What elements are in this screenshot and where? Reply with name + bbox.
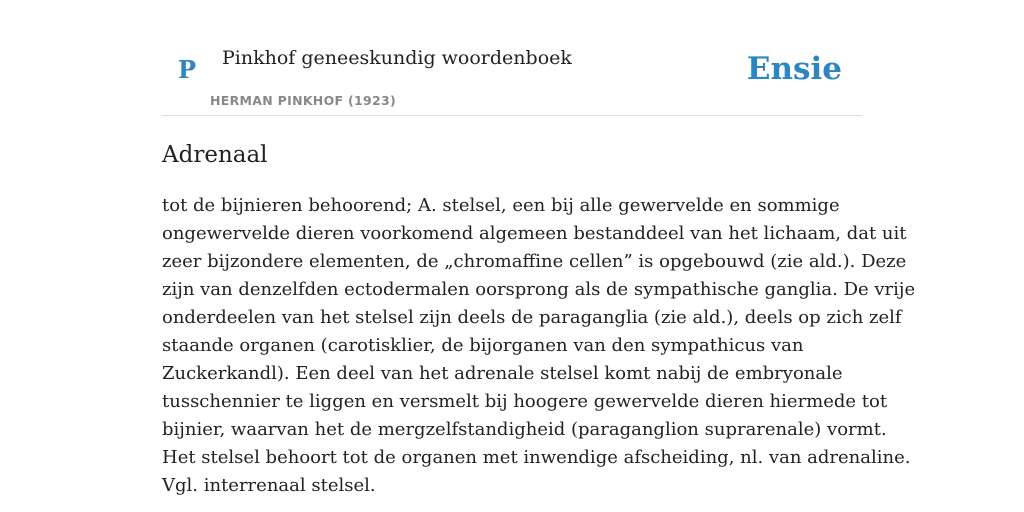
page-header [162,0,862,116]
entry-body-line: bijnier, waarvan het de mergzelfstandigheid (paraganglion suprarenale) vormt. [162,419,887,440]
entry-title: Adrenaal [162,142,268,168]
entry-body-line: tusschennier te liggen en versmelt bij hoogere gewervelde dieren hiermede tot [162,391,888,412]
book-author: HERMAN PINKHOF (1923) [210,93,397,108]
pinkhof-logo[interactable]: P [178,55,197,84]
entry-body-line: staande organen (carotisklier, de bijorganen van den sympathicus van [162,335,804,356]
book-title-link[interactable]: Pinkhof geneeskundig woordenboek [222,47,572,69]
entry-body-line: zeer bijzondere elementen, de „chromaffine cellen” is opgebouwd (zie ald.). Deze [162,251,907,272]
entry-body-line: tot de bijnieren behoorend; A. stelsel, een bij alle gewervelde en sommige [162,195,840,216]
ensie-logo-link[interactable]: Ensie [746,51,842,87]
page-container [162,0,916,512]
entry-body-line: onderdeelen van het stelsel zijn deels de paraganglia (zie ald.), deels op zich zelf [162,307,902,328]
entry-body-line: Het stelsel behoort tot de organen met inwendige afscheiding, nl. van adrenaline. [162,447,911,468]
entry-body-line: Zuckerkandl). Een deel van het adrenale stelsel komt nabij de embryonale [162,363,843,384]
entry-body [162,192,916,500]
entry-body-line: zijn van denzelfden ectodermalen oorsprong als de sympathische ganglia. De vrije [162,279,916,300]
entry-body-line: Vgl. interrenaal stelsel. [162,475,376,496]
entry-body-line: ongewervelde dieren voorkomend algemeen bestanddeel van het lichaam, dat uit [162,223,907,244]
